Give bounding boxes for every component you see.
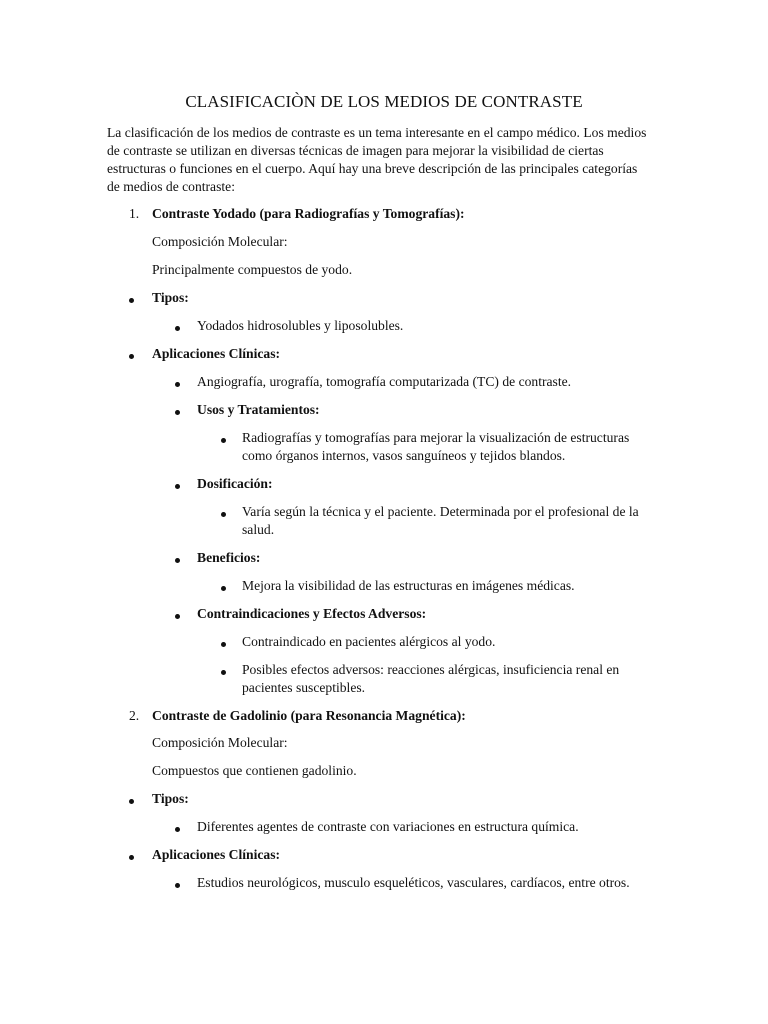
intro-paragraph (107, 124, 667, 196)
composition-label: Composición Molecular: (152, 234, 288, 249)
types-label: Tipos: (152, 791, 189, 806)
bullet-icon (175, 410, 180, 415)
intro-line: estructuras o funciones en el cuerpo. Aquí hay una breve descripción de las principales categorías (107, 161, 638, 176)
intro-line: La clasificación de los medios de contraste es un tema interesante en el campo médico. Los medios (107, 125, 647, 140)
bullet-icon (175, 326, 180, 331)
bullet-icon (129, 799, 134, 804)
section-heading: Contraste de Gadolinio (para Resonancia Magnética): (152, 708, 466, 723)
intro-line: de medios de contraste: (107, 179, 235, 194)
list-number: 2. (129, 708, 140, 723)
bullet-icon (221, 512, 226, 517)
benefits-item: Mejora la visibilidad de las estructuras en imágenes médicas. (242, 578, 575, 593)
uses-label: Usos y Tratamientos: (197, 402, 320, 417)
contraindications-item-line: pacientes susceptibles. (242, 680, 366, 695)
contraindications-label: Contraindicaciones y Efectos Adversos: (197, 606, 427, 621)
applications-item: Angiografía, urografía, tomografía computarizada (TC) de contraste. (197, 374, 572, 389)
composition-label: Composición Molecular: (152, 735, 288, 750)
types-label: Tipos: (152, 290, 189, 305)
uses-item-line: Radiografías y tomografías para mejorar la visualización de estructuras (242, 430, 630, 445)
bullet-icon (175, 827, 180, 832)
types-item: Yodados hidrosolubles y liposolubles. (197, 318, 404, 333)
bullet-icon (221, 438, 226, 443)
composition-value: Principalmente compuestos de yodo. (152, 262, 353, 277)
dosage-item-line: Varía según la técnica y el paciente. Determinada por el profesional de la (242, 504, 639, 519)
dosage-label: Dosificación: (197, 476, 273, 491)
bullet-icon (221, 670, 226, 675)
bullet-icon (175, 614, 180, 619)
bullet-icon (129, 298, 134, 303)
types-item: Diferentes agentes de contraste con variaciones en estructura química. (197, 819, 579, 834)
contraindications-item-line: Posibles efectos adversos: reacciones alérgicas, insuficiencia renal en (242, 662, 620, 677)
page-title: CLASIFICACIÒN DE LOS MEDIOS DE CONTRASTE (185, 92, 583, 111)
applications-label: Aplicaciones Clínicas: (152, 346, 281, 361)
intro-line: de contraste se utilizan en diversas técnicas de imagen para mejorar la visibilidad de ciertas (107, 143, 604, 158)
applications-label: Aplicaciones Clínicas: (152, 847, 281, 862)
list-number: 1. (129, 206, 140, 221)
dosage-item-line: salud. (242, 522, 275, 537)
bullet-icon (129, 354, 134, 359)
bullet-icon (175, 558, 180, 563)
bullet-icon (175, 484, 180, 489)
applications-item: Estudios neurológicos, musculo esqueléticos, vasculares, cardíacos, entre otros. (197, 875, 630, 890)
bullet-icon (175, 883, 180, 888)
composition-value: Compuestos que contienen gadolinio. (152, 763, 357, 778)
bullet-icon (175, 382, 180, 387)
bullet-icon (129, 855, 134, 860)
bullet-icon (221, 642, 226, 647)
uses-item-line: como órganos internos, vasos sanguíneos y tejidos blandos. (242, 448, 566, 463)
contraindications-item: Contraindicado en pacientes alérgicos al yodo. (242, 634, 496, 649)
bullet-icon (221, 586, 226, 591)
section-heading: Contraste Yodado (para Radiografías y Tomografías): (152, 206, 465, 221)
benefits-label: Beneficios: (197, 550, 261, 565)
